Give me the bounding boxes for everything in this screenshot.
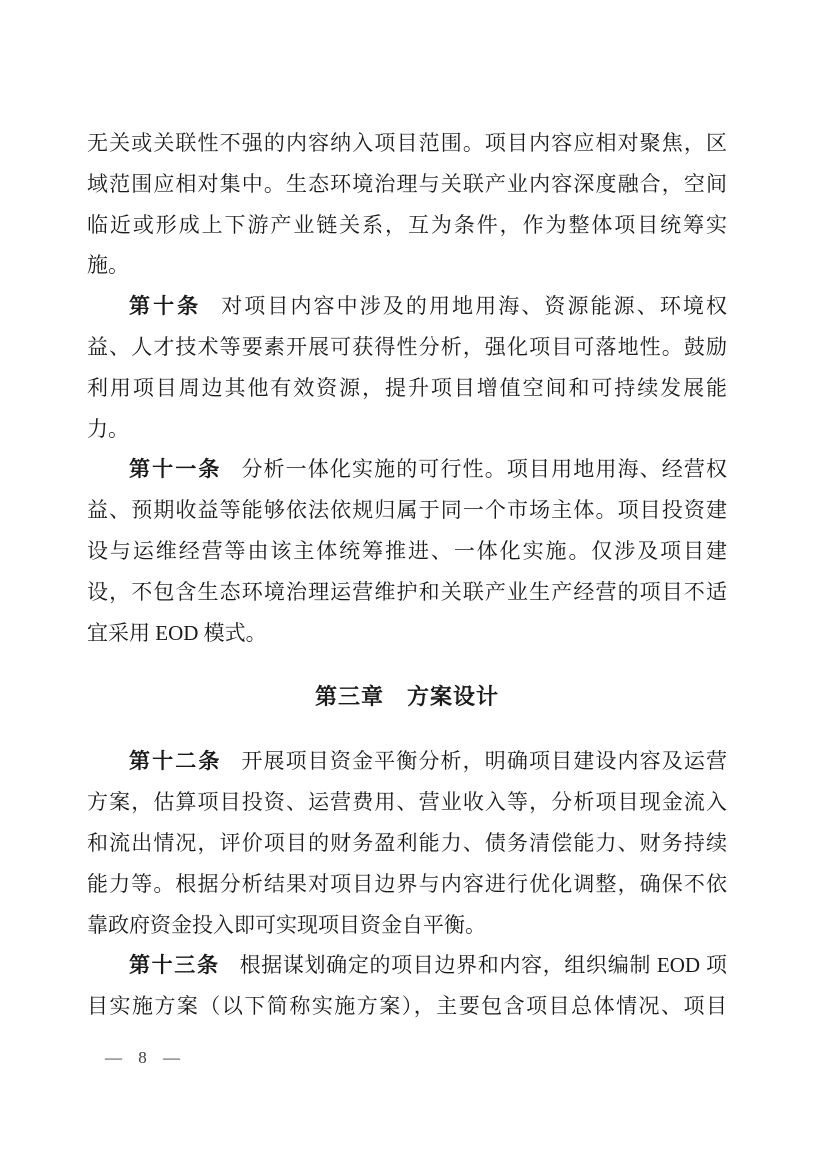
text-line: 施。	[87, 253, 129, 278]
text-line: 设，不包含生态环境治理运营维护和关联产业生产经营的项目不适	[87, 579, 727, 604]
document-body	[87, 123, 727, 1027]
text-line: 设与运维经营等由该主体统筹推进、一体化实施。仅涉及项目建	[87, 538, 727, 563]
paragraph	[87, 286, 727, 449]
text-line: 和流出情况，评价项目的财务盈利能力、债务清偿能力、财务持续	[87, 830, 727, 855]
paragraph	[87, 741, 727, 945]
text-line	[87, 741, 727, 782]
chapter-heading: 第三章 方案设计	[314, 684, 499, 710]
paragraph	[87, 945, 727, 1027]
text-line: 临近或形成上下游产业链关系，互为条件，作为整体项目统筹实	[87, 212, 727, 237]
text-line: 靠政府资金投入即可实现项目资金自平衡。	[87, 912, 486, 937]
text-line: 目实施方案（以下简称实施方案），主要包含项目总体情况、项目	[87, 994, 727, 1019]
text-line: 无关或关联性不强的内容纳入项目范围。项目内容应相对聚焦，区	[87, 131, 727, 155]
text-line	[87, 945, 727, 986]
text-line: 益、预期收益等能够依法依规归属于同一个市场主体。项目投资建	[87, 498, 727, 523]
line-text: 根据谋划确定的项目边界和内容，组织编制 EOD 项	[239, 953, 727, 978]
line-text: 分析一体化实施的可行性。项目用地用海、经营权	[241, 457, 727, 482]
text-line: 方案，估算项目投资、运营费用、营业收入等，分析项目现金流入	[87, 790, 727, 815]
article-number-label: 第十条	[129, 295, 202, 319]
article-number-label: 第十三条	[129, 954, 220, 978]
text-line: 宜采用 EOD 模式。	[87, 620, 267, 645]
article-number-label: 第十一条	[129, 458, 222, 482]
text-line: 力。	[87, 416, 129, 441]
paragraph	[87, 449, 727, 653]
text-line	[87, 449, 727, 490]
line-text: 对项目内容中涉及的用地用海、资源能源、环境权	[221, 294, 727, 319]
text-line: 能力等。根据分析结果对项目边界与内容进行优化调整，确保不依	[87, 871, 727, 896]
text-line	[87, 286, 727, 327]
text-line: 利用项目周边其他有效资源，提升项目增值空间和可持续发展能	[87, 375, 727, 400]
paragraph	[87, 123, 727, 286]
article-number-label: 第十二条	[129, 750, 222, 774]
text-line: 域范围应相对集中。生态环境治理与关联产业内容深度融合，空间	[87, 171, 727, 196]
line-text: 开展项目资金平衡分析，明确项目建设内容及运营	[241, 749, 727, 774]
text-line: 益、人才技术等要素开展可获得性分析，强化项目可落地性。鼓励	[87, 334, 727, 359]
page-number: — 8 —	[105, 1048, 180, 1067]
